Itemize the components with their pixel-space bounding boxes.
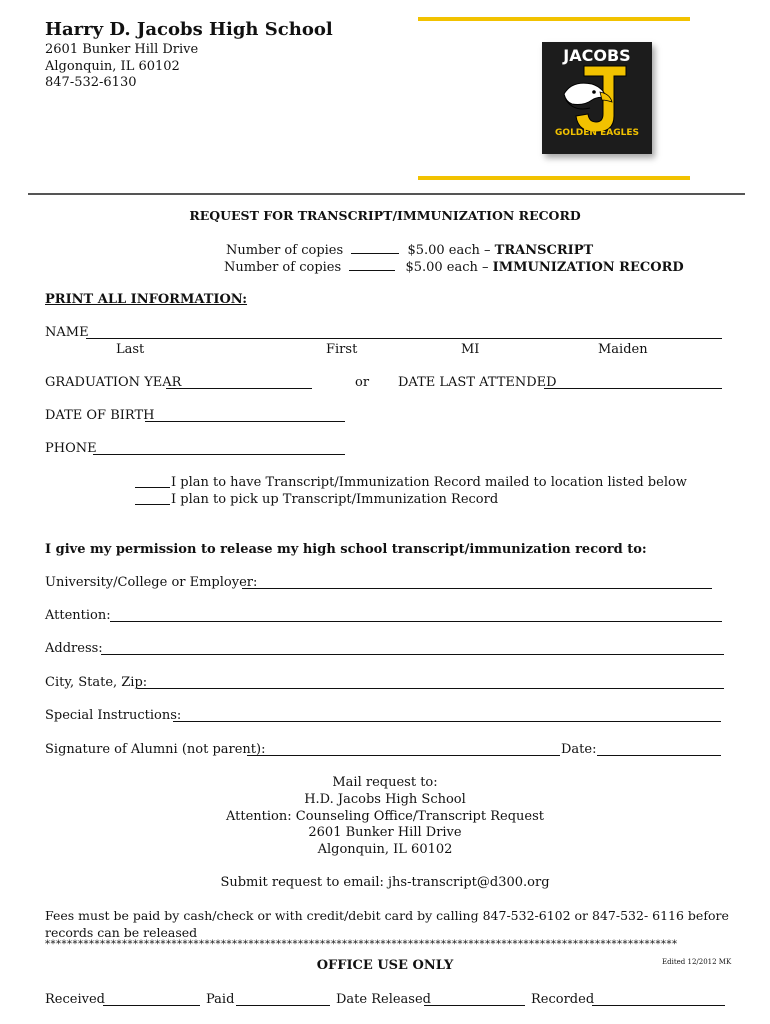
edited-note: Edited 12/2012 MK <box>662 958 732 966</box>
name-sub-first: First <box>326 342 358 357</box>
mail-line1: Mail request to: <box>332 775 438 790</box>
city-state-zip-field[interactable] <box>137 688 724 689</box>
dob-field[interactable] <box>145 421 345 422</box>
name-sub-maiden: Maiden <box>598 342 648 357</box>
gold-bar-bottom <box>418 176 690 180</box>
price-each: $5.00 each – <box>407 243 491 258</box>
signature-label: Signature of Alumni (not parent): <box>45 742 266 757</box>
name-label: NAME <box>45 325 89 340</box>
special-instructions-field[interactable] <box>173 721 721 722</box>
option-pickup-checkbox[interactable] <box>135 504 170 505</box>
university-label: University/College or Employer: <box>45 575 258 590</box>
special-instructions-label: Special Instructions: <box>45 708 182 723</box>
attention-field[interactable] <box>110 621 722 622</box>
attention-label: Attention: <box>45 608 111 623</box>
graduation-year-field[interactable] <box>166 388 312 389</box>
date-released-label: Date Released <box>336 992 431 1007</box>
copies-label: Number of copies <box>224 260 342 275</box>
date-last-attended-field[interactable] <box>544 388 722 389</box>
option-mail-label: I plan to have Transcript/Immunization Record mailed to location listed below <box>171 475 687 490</box>
price-each: $5.00 each – <box>405 260 489 275</box>
mail-line2: H.D. Jacobs High School <box>304 792 466 807</box>
name-sub-mi: MI <box>461 342 480 357</box>
date-released-field[interactable] <box>424 1005 525 1006</box>
email-line: Submit request to email: jhs-transcript@d300.org <box>220 875 550 890</box>
office-use-title: OFFICE USE ONLY <box>316 958 454 973</box>
school-phone: 847-532-6130 <box>45 75 137 90</box>
stars-divider: ******************************************************************************************************************* <box>45 939 678 950</box>
logo-top-text: JACOBS <box>563 46 631 65</box>
date-field[interactable] <box>597 755 721 756</box>
gold-bar-top <box>418 17 690 21</box>
paid-field[interactable] <box>236 1005 330 1006</box>
logo-bottom-text: GOLDEN EAGLES <box>555 128 639 138</box>
permission-text: I give my permission to release my high school transcript/immunization record to: <box>45 542 647 557</box>
mail-line4: 2601 Bunker Hill Drive <box>308 825 462 840</box>
recorded-label: Recorded <box>531 992 595 1007</box>
name-field[interactable] <box>86 338 722 339</box>
recorded-field[interactable] <box>592 1005 725 1006</box>
received-field[interactable] <box>103 1005 200 1006</box>
copies-transcript-row <box>226 241 593 259</box>
phone-field[interactable] <box>93 454 345 455</box>
copies-immunization-field[interactable] <box>349 258 395 271</box>
fees-line2: records can be released <box>45 925 198 940</box>
signature-field[interactable] <box>247 755 560 756</box>
date-label: Date: <box>561 742 597 757</box>
or-label: or <box>355 375 370 390</box>
school-address-line2: Algonquin, IL 60102 <box>45 59 180 74</box>
school-name: Harry D. Jacobs High School <box>45 19 333 40</box>
graduation-year-label: GRADUATION YEAR <box>45 375 182 390</box>
received-label: Received <box>45 992 105 1007</box>
school-logo <box>542 42 652 154</box>
school-address-line1: 2601 Bunker Hill Drive <box>45 42 199 57</box>
header-divider <box>28 193 745 195</box>
print-all-heading: PRINT ALL INFORMATION: <box>45 292 248 307</box>
address-label: Address: <box>45 641 103 656</box>
mail-line5: Algonquin, IL 60102 <box>317 842 453 857</box>
form-title: REQUEST FOR TRANSCRIPT/IMMUNIZATION RECORD <box>189 208 581 223</box>
university-field[interactable] <box>242 588 712 589</box>
dob-label: DATE OF BIRTH <box>45 408 155 423</box>
copies-immunization-row <box>224 258 684 276</box>
copies-transcript-field[interactable] <box>351 241 399 254</box>
option-mail-checkbox[interactable] <box>135 487 170 488</box>
city-label: City, State, Zip: <box>45 675 148 690</box>
mail-line3: Attention: Counseling Office/Transcript Request <box>226 809 544 824</box>
immunization-label: IMMUNIZATION RECORD <box>492 260 684 275</box>
copies-label: Number of copies <box>226 243 344 258</box>
phone-label: PHONE <box>45 441 97 456</box>
option-pickup-label: I plan to pick up Transcript/Immunization Record <box>171 492 499 507</box>
address-field[interactable] <box>101 654 724 655</box>
transcript-label: TRANSCRIPT <box>494 243 594 258</box>
name-sub-last: Last <box>116 342 145 357</box>
fees-line1: Fees must be paid by cash/check or with credit/debit card by calling 847-532-6102 or 847-532- 6116 before <box>45 908 729 923</box>
paid-label: Paid <box>206 992 235 1007</box>
date-last-attended-label: DATE LAST ATTENDED <box>398 375 557 390</box>
